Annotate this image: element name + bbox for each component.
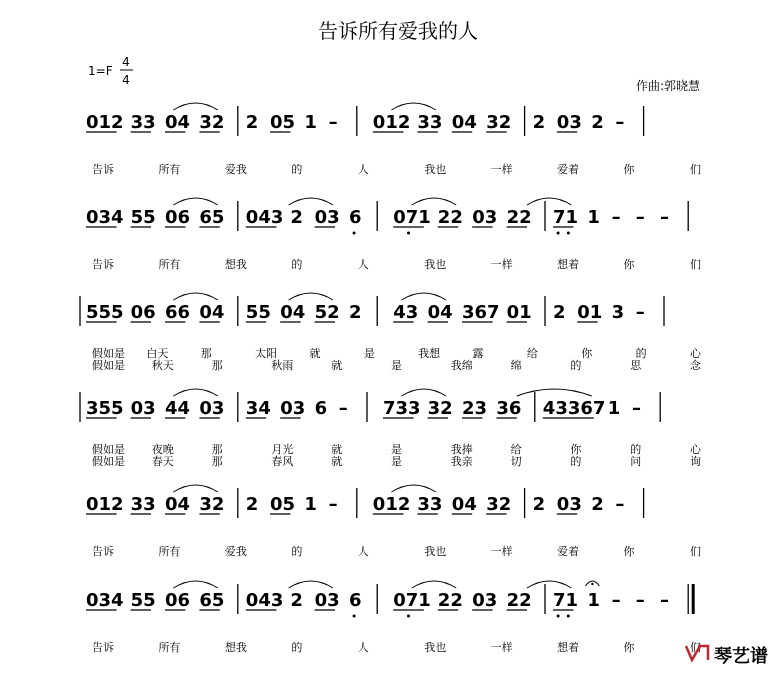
note-group: 2 <box>553 302 566 323</box>
key-signature: 1=F <box>88 64 113 78</box>
lyric-syllable: 假如是 <box>92 443 125 456</box>
note-group: 012 <box>86 494 124 515</box>
note-group: 04 <box>280 302 306 323</box>
lyric-syllable: 的 <box>630 443 642 456</box>
song-title: 告诉所有爱我的人 <box>318 19 478 43</box>
lyric-syllable: 的 <box>291 258 303 271</box>
score-system <box>80 293 702 372</box>
lyric-syllable: 们 <box>690 163 701 176</box>
composer-credit: 作曲:郭晓慧 <box>636 79 701 93</box>
slur-arc <box>412 581 456 588</box>
note-group: 6 <box>349 590 362 611</box>
lyric-syllable: 我也 <box>424 545 447 558</box>
time-signature-numerator: 4 <box>122 55 130 69</box>
score-system <box>86 103 701 176</box>
note-group: 6 <box>314 398 328 419</box>
note-group: – <box>611 590 621 611</box>
note-group: 22 <box>437 207 463 228</box>
lyric-syllable: 告诉 <box>92 258 114 271</box>
lyric-syllable: 告诉 <box>92 641 114 654</box>
note-group: 1 <box>304 112 317 133</box>
octave-dot <box>353 615 356 618</box>
lyric-syllable: 是 <box>391 455 402 468</box>
lyric-syllable: 想着 <box>557 641 580 654</box>
lyric-syllable: 你 <box>623 258 635 271</box>
lyric-syllable: 春风 <box>271 455 294 468</box>
lyric-syllable: 我想 <box>418 347 441 360</box>
note-group: 01 <box>506 302 532 323</box>
lyric-syllable: 想着 <box>557 258 580 271</box>
note-group: – <box>328 494 338 515</box>
note-group: 6 <box>349 207 362 228</box>
lyric-syllable: 太阳 <box>255 347 278 360</box>
lyric-syllable: 就 <box>331 455 343 468</box>
lyric-syllable: 所有 <box>158 258 181 271</box>
note-group: – <box>635 590 645 611</box>
score-system <box>86 581 701 654</box>
lyric-syllable: 一样 <box>490 641 513 654</box>
lyric-syllable: 我绵 <box>450 359 473 372</box>
note-group: – <box>632 398 641 419</box>
lyric-syllable: 人 <box>357 545 369 558</box>
lyric-syllable: 露 <box>472 347 484 360</box>
note-group: 03 <box>199 398 225 419</box>
score-system <box>80 389 702 468</box>
note-group: 3 <box>611 302 625 323</box>
lyric-syllable: 告诉 <box>92 163 114 176</box>
lyric-syllable: 们 <box>690 258 701 271</box>
note-group: 071 <box>393 590 431 611</box>
note-group: 03 <box>280 398 306 419</box>
lyric-syllable: 那 <box>200 347 212 360</box>
slur-arc <box>391 485 435 492</box>
lyric-syllable: 给 <box>526 347 538 360</box>
note-group: 733 <box>383 398 421 419</box>
note-group: 32 <box>427 398 453 419</box>
lyric-syllable: 所有 <box>158 641 181 654</box>
lyric-syllable: 一样 <box>490 545 513 558</box>
note-group: 22 <box>506 207 532 228</box>
note-group: 06 <box>130 302 156 323</box>
note-group: – <box>328 112 338 133</box>
slur-arc <box>289 198 333 205</box>
octave-dot <box>567 615 570 618</box>
lyric-syllable: 的 <box>291 163 303 176</box>
note-group: – <box>660 207 669 228</box>
octave-dot <box>567 232 570 235</box>
note-group: 71 <box>553 207 579 228</box>
slur-arc <box>402 389 446 396</box>
slur-arc <box>173 389 217 396</box>
lyric-syllable: 夜晚 <box>151 443 174 456</box>
note-group: 03 <box>314 207 340 228</box>
note-group: – <box>611 207 621 228</box>
lyric-syllable: 想我 <box>224 258 247 271</box>
note-group: 43367 <box>542 398 606 419</box>
note-group: 65 <box>199 207 225 228</box>
slur-arc <box>517 389 592 396</box>
note-group: 71 <box>553 590 579 611</box>
note-group: 03 <box>472 590 498 611</box>
note-group: 33 <box>417 112 443 133</box>
lyric-syllable: 我亲 <box>450 455 473 468</box>
note-group: 22 <box>506 590 532 611</box>
note-group: 65 <box>199 590 225 611</box>
note-group: 32 <box>486 112 512 133</box>
note-group: 034 <box>86 207 124 228</box>
note-group: – <box>615 494 625 515</box>
slur-arc <box>527 198 571 205</box>
note-group: 03 <box>314 590 340 611</box>
lyric-syllable: 是 <box>391 359 402 372</box>
note-group: 2 <box>349 302 362 323</box>
note-group: 1 <box>587 207 600 228</box>
lyric-syllable: 爱着 <box>557 545 580 558</box>
lyric-syllable: 你 <box>623 545 635 558</box>
note-group: – <box>615 112 625 133</box>
note-group: 32 <box>199 112 225 133</box>
note-group: 36 <box>496 398 522 419</box>
note-group: 66 <box>165 302 191 323</box>
note-group: 2 <box>245 112 259 133</box>
note-group: 355 <box>86 398 124 419</box>
note-group: 04 <box>451 494 477 515</box>
note-group: 034 <box>86 590 124 611</box>
note-group: 2 <box>591 112 604 133</box>
note-group: 1 <box>587 590 600 611</box>
lyric-syllable: 我也 <box>424 641 447 654</box>
note-group: – <box>635 207 645 228</box>
lyric-syllable: 你 <box>623 163 635 176</box>
lyric-syllable: 念 <box>690 359 701 372</box>
lyric-syllable: 的 <box>570 455 582 468</box>
note-group: 32 <box>486 494 512 515</box>
note-group: 2 <box>591 494 604 515</box>
note-group: 2 <box>290 207 303 228</box>
lyric-syllable: 询 <box>690 455 701 468</box>
note-group: 04 <box>165 112 191 133</box>
lyric-syllable: 们 <box>690 545 701 558</box>
note-group: 06 <box>165 207 191 228</box>
slur-arc <box>173 198 217 205</box>
lyric-syllable: 假如是 <box>92 455 125 468</box>
lyric-syllable: 的 <box>635 347 647 360</box>
note-group: 012 <box>86 112 124 133</box>
lyric-syllable: 就 <box>331 443 343 456</box>
note-group: 043 <box>245 207 284 228</box>
note-group: 03 <box>556 494 582 515</box>
note-group: – <box>660 590 669 611</box>
fermata-dot <box>591 583 593 585</box>
lyric-syllable: 爱我 <box>224 545 247 558</box>
lyric-syllable: 就 <box>309 347 321 360</box>
note-group: 012 <box>372 494 411 515</box>
note-group: 52 <box>314 302 340 323</box>
slur-arc <box>527 581 571 588</box>
note-group: 33 <box>130 112 156 133</box>
lyric-syllable: 人 <box>357 163 369 176</box>
lyric-syllable: 春天 <box>151 455 174 468</box>
note-group: 23 <box>462 398 488 419</box>
lyric-syllable: 我捧 <box>450 443 473 456</box>
lyric-syllable: 你 <box>581 347 593 360</box>
lyric-syllable: 就 <box>331 359 343 372</box>
lyric-syllable: 心 <box>690 443 701 456</box>
note-group: 06 <box>165 590 191 611</box>
note-group: 32 <box>199 494 225 515</box>
slur-arc <box>391 103 435 110</box>
lyric-syllable: 给 <box>510 443 522 456</box>
lyric-syllable: 白天 <box>146 347 169 360</box>
time-signature-denominator: 4 <box>122 73 130 87</box>
lyric-syllable: 爱着 <box>557 163 580 176</box>
note-group: 34 <box>245 398 271 419</box>
lyric-syllable: 你 <box>623 641 635 654</box>
lyric-syllable: 的 <box>291 545 303 558</box>
note-group: 2 <box>532 112 546 133</box>
octave-dot <box>407 232 410 235</box>
slur-arc <box>402 293 446 300</box>
lyric-syllable: 秋雨 <box>271 359 294 372</box>
lyric-syllable: 一样 <box>490 258 513 271</box>
lyric-syllable: 问 <box>630 455 642 468</box>
note-group: 43 <box>393 302 419 323</box>
octave-dot <box>557 615 560 618</box>
note-group: – <box>338 398 348 419</box>
note-group: 2 <box>245 494 259 515</box>
note-group: 2 <box>532 494 546 515</box>
note-group: 367 <box>462 302 500 323</box>
note-group: 05 <box>270 494 296 515</box>
note-group: 04 <box>199 302 225 323</box>
octave-dot <box>557 232 560 235</box>
lyric-syllable: 一样 <box>490 163 513 176</box>
lyric-syllable: 假如是 <box>92 347 125 360</box>
lyric-syllable: 的 <box>291 641 303 654</box>
note-group: 1 <box>304 494 317 515</box>
lyric-syllable: 爱我 <box>224 163 247 176</box>
lyric-syllable: 人 <box>357 258 369 271</box>
lyric-syllable: 那 <box>211 359 223 372</box>
lyric-syllable: 你 <box>570 443 582 456</box>
note-group: 55 <box>245 302 271 323</box>
lyric-syllable: 是 <box>363 347 375 360</box>
note-group: – <box>635 302 645 323</box>
note-group: 012 <box>372 112 411 133</box>
note-group: 33 <box>417 494 443 515</box>
slur-arc <box>289 293 333 300</box>
note-group: 04 <box>427 302 453 323</box>
note-group: 22 <box>437 590 463 611</box>
note-group: 2 <box>290 590 303 611</box>
slur-arc <box>412 198 456 205</box>
lyric-syllable: 是 <box>391 443 402 456</box>
watermark-text: 琴艺谱 <box>714 646 768 667</box>
lyric-syllable: 绵 <box>510 359 522 372</box>
lyric-syllable: 们 <box>690 641 701 654</box>
score-systems <box>80 103 702 654</box>
note-group: 55 <box>130 207 156 228</box>
note-group: 33 <box>130 494 156 515</box>
lyric-syllable: 月光 <box>271 443 294 456</box>
slur-arc <box>173 581 217 588</box>
lyric-syllable: 我也 <box>424 258 447 271</box>
lyric-syllable: 告诉 <box>92 545 114 558</box>
slur-arc <box>173 485 217 492</box>
lyric-syllable: 假如是 <box>92 359 125 372</box>
lyric-syllable: 人 <box>357 641 369 654</box>
lyric-syllable: 所有 <box>158 163 181 176</box>
octave-dot <box>353 232 356 235</box>
lyric-syllable: 思 <box>630 359 642 372</box>
lyric-syllable: 的 <box>570 359 582 372</box>
lyric-syllable: 心 <box>690 347 701 360</box>
lyric-syllable: 那 <box>211 443 223 456</box>
note-group: 03 <box>130 398 156 419</box>
score-system <box>86 198 701 271</box>
slur-arc <box>173 293 217 300</box>
lyric-syllable: 秋天 <box>151 359 174 372</box>
lyric-syllable: 切 <box>510 455 522 468</box>
note-group: 043 <box>245 590 284 611</box>
note-group: 44 <box>165 398 191 419</box>
note-group: 555 <box>86 302 124 323</box>
note-group: 04 <box>451 112 477 133</box>
watermark-logo <box>686 645 768 667</box>
note-group: 03 <box>556 112 582 133</box>
octave-dot <box>407 615 410 618</box>
note-group: 03 <box>472 207 498 228</box>
note-group: 071 <box>393 207 431 228</box>
note-group: 55 <box>130 590 156 611</box>
lyric-syllable: 想我 <box>224 641 247 654</box>
slur-arc <box>173 103 217 110</box>
lyric-syllable: 我也 <box>424 163 447 176</box>
note-group: 05 <box>270 112 296 133</box>
score-system <box>86 485 701 558</box>
lyric-syllable: 所有 <box>158 545 181 558</box>
note-group: 01 <box>577 302 603 323</box>
note-group: 1 <box>607 398 621 419</box>
note-group: 04 <box>165 494 191 515</box>
lyric-syllable: 那 <box>211 455 223 468</box>
slur-arc <box>289 581 333 588</box>
